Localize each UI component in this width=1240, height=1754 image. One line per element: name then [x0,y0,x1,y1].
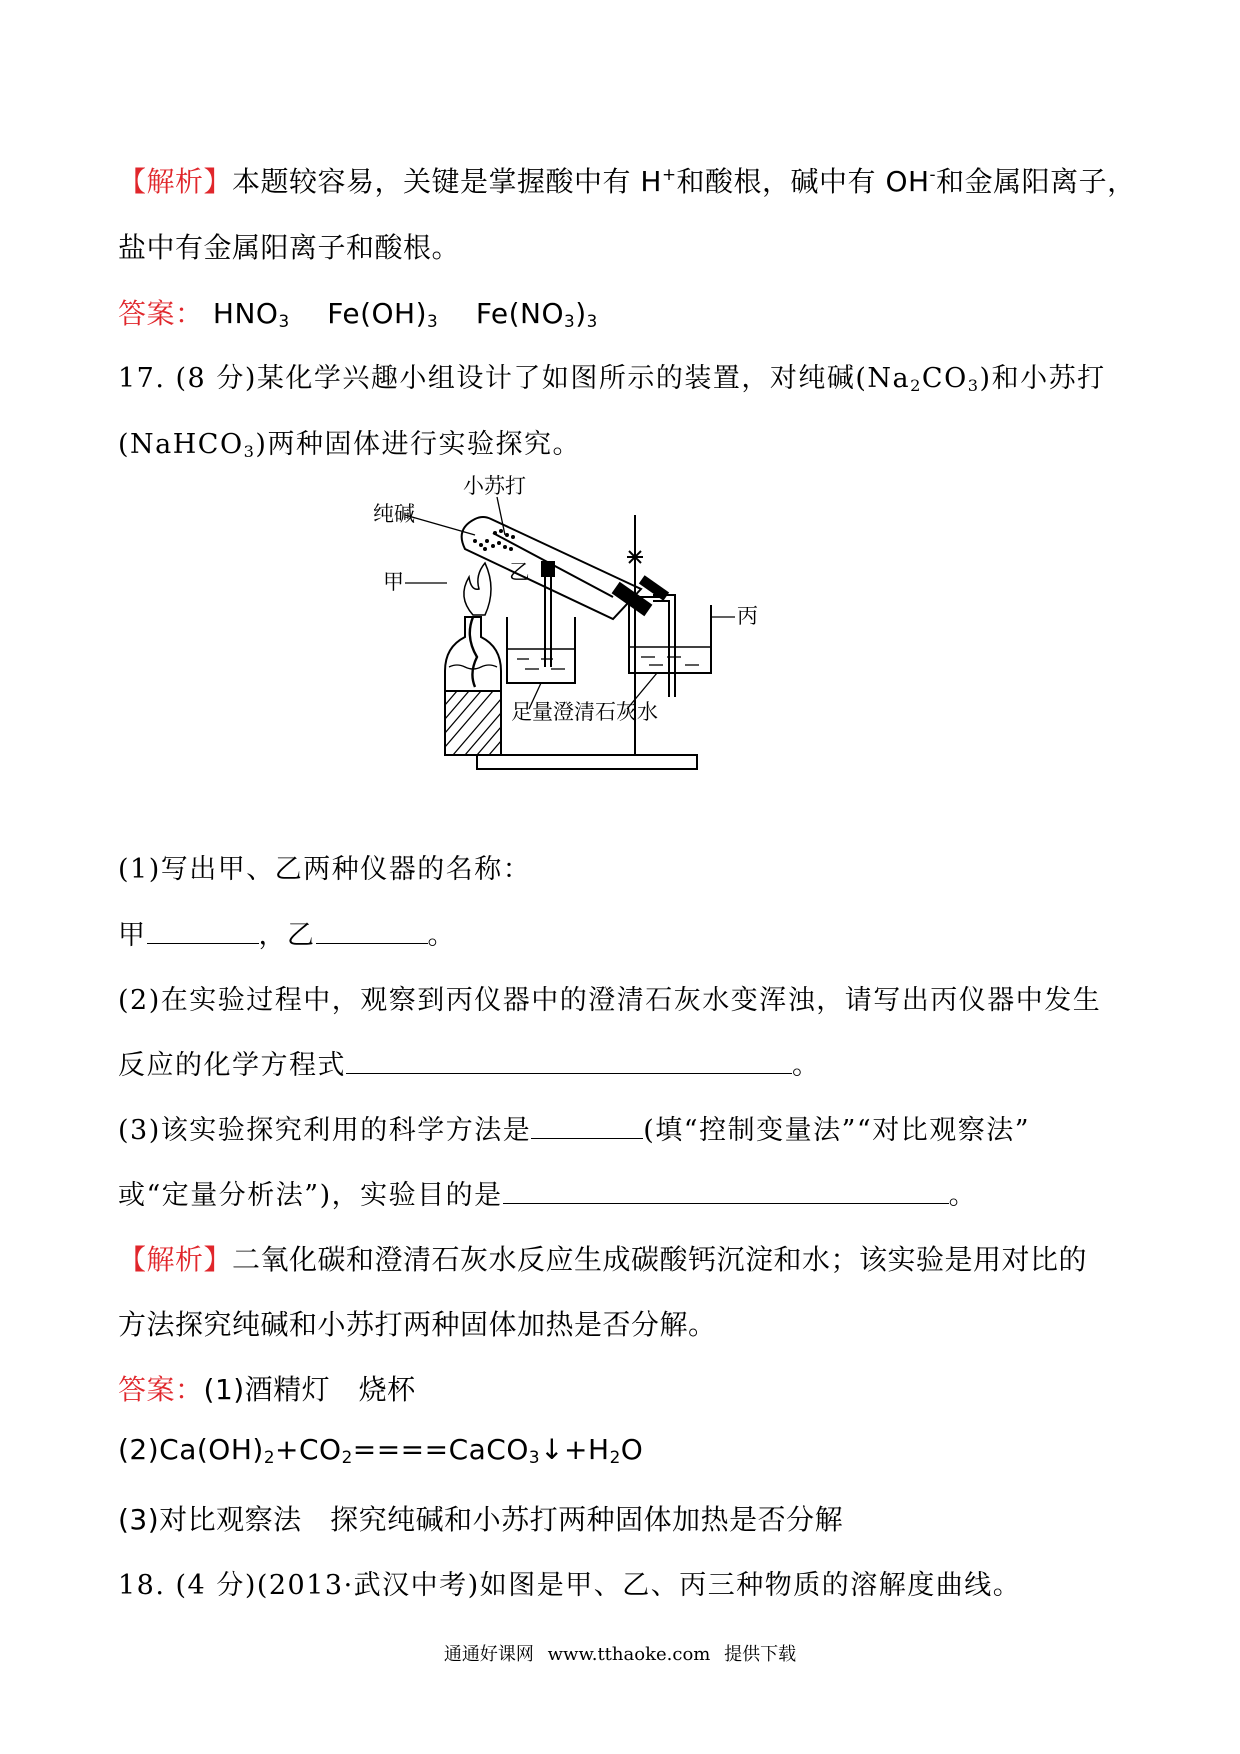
q16-analysis-line1: 【解析】本题较容易，关键是掌握酸中有 H+和酸根，碱中有 OH-和金属阳离子， [118,164,1136,198]
solid-powder [473,529,515,551]
analysis-tag: 【解析】 [118,165,233,198]
lamp-wick [470,617,477,687]
q17-part3-line1: (3)该实验探究利用的科学方法是 (填“控制变量法”“对比观察法” [118,1115,1030,1146]
footer-suffix: 提供下载 [724,1644,797,1665]
blank-equation[interactable] [346,1049,792,1074]
q17-analysis-line1: 【解析】二氧化碳和澄清石灰水反应生成碳酸钙沉淀和水；该实验是用对比的 [118,1243,1088,1276]
q17-stem-line1: 17. (8 分)某化学兴趣小组设计了如图所示的装置，对纯碱$(Na_2CO_3)$和小苏打 [118,363,1106,396]
flame-icon [464,563,491,615]
q17-part3-line2: 或“定量分析法”)，实验目的是 。 [118,1180,978,1211]
analysis-tag: 【解析】 [118,1243,233,1276]
answer-label: 答案： [118,1373,204,1406]
q17-stem-line2: (NaHCO$_3$)两种固体进行实验探究。 [118,429,581,462]
q17-part2-line1: (2)在实验过程中，观察到丙仪器中的澄清石灰水变浑浊，请写出丙仪器中发生 [118,985,1102,1016]
delivery-tube-bing [653,595,675,697]
apparatus-diagram [373,474,845,817]
page-footer [0,1640,1240,1666]
answer-label: 答案： [118,297,204,330]
blank-method[interactable] [531,1114,643,1139]
beaker-yi [507,617,575,683]
q17-analysis-line2: 方法探究纯碱和小苏打两种固体加热是否分解。 [118,1308,717,1341]
q17-part1-blanks: 甲 ，乙 。 [118,920,456,951]
label-yi: 乙 [509,560,530,584]
label-jia: 甲 [383,570,404,594]
footer-url[interactable]: www.tthaoke.com [547,1644,711,1665]
q16-answer: 答案： $HNO_3$ $Fe(OH)_3$ $Fe(NO_3)_3$ [118,297,598,332]
q17-part1: (1)写出甲、乙两种仪器的名称： [118,854,532,885]
iron-stand-base [477,755,697,769]
blank-purpose[interactable] [503,1179,949,1204]
label-bing: 丙 [737,604,758,628]
q18-stem: 18. (4 分)(2013·武汉中考)如图是甲、乙、丙三种物质的溶解度曲线。 [118,1570,1022,1601]
q16-analysis-line2: 盐中有金属阳离子和酸根。 [118,231,461,264]
blank-jia[interactable] [147,919,259,944]
q17-answer2: $(2)Ca(OH)_2+CO_2====CaCO_3↓+H_2O$ [118,1433,644,1468]
blank-yi[interactable] [316,919,428,944]
q17-part2-line2: 反应的化学方程式 。 [118,1050,821,1081]
label-limewater: 足量澄清石灰水 [511,700,658,724]
label-xiaosuda: 小苏打 [463,474,526,498]
q17-answer3: (3)对比观察法 探究纯碱和小苏打两种固体加热是否分解 [118,1503,844,1536]
q17-answer1: 答案：(1)酒精灯 烧杯 [118,1373,416,1406]
footer-site-name: 通通好课网 [443,1644,534,1665]
label-chunjian: 纯碱 [373,502,415,526]
